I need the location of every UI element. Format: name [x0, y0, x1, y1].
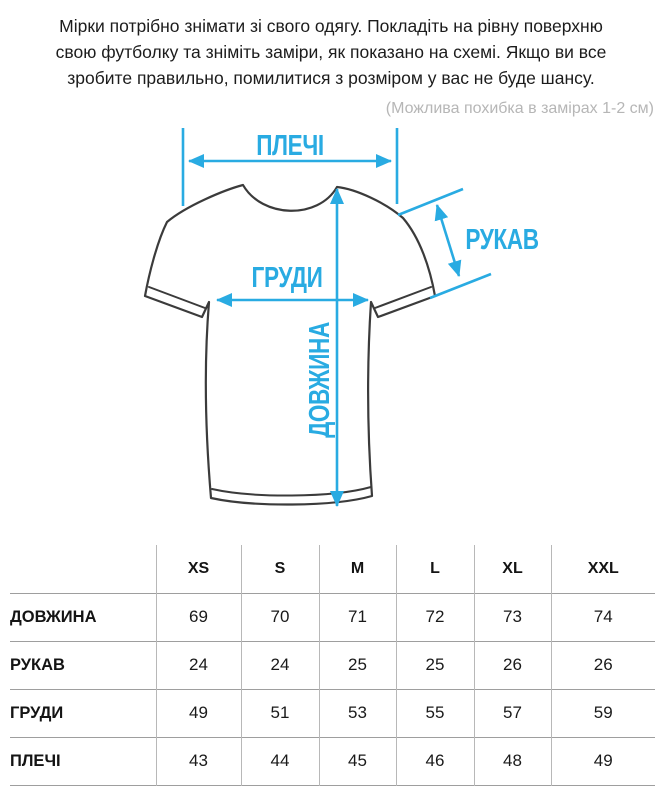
table-row: [10, 593, 655, 641]
size-value-cell: 59: [593, 703, 613, 722]
size-value-cell: 51: [241, 689, 319, 737]
size-value-cell: 73: [474, 593, 551, 641]
size-value-cell: 49: [156, 689, 241, 737]
table-row: [10, 737, 655, 785]
size-value-cell: 49: [593, 751, 613, 770]
size-value-cell: 43: [156, 737, 241, 785]
size-value-cell: 45: [319, 737, 396, 785]
size-value-cell: 44: [241, 737, 319, 785]
size-value-cell: 24: [241, 641, 319, 689]
measurement-row-label: РУКАВ: [10, 641, 156, 689]
intro-paragraph: [0, 0, 662, 91]
size-column-header: XS: [156, 545, 241, 593]
size-column-header: XL: [474, 545, 551, 593]
size-column-header: XXL: [587, 559, 619, 577]
intro-line: свою футболку та зніміть заміри, як показано на схемі. Якщо ви все: [55, 42, 607, 62]
size-column-header: L: [396, 545, 474, 593]
tolerance-note: (Можлива похибка в замірах 1-2 см): [385, 100, 654, 117]
size-table-body: [10, 593, 655, 785]
size-value-cell: 70: [241, 593, 319, 641]
size-value-cell: 71: [319, 593, 396, 641]
size-value-cell: 53: [319, 689, 396, 737]
measurement-row-label: ПЛЕЧІ: [10, 737, 156, 785]
size-table-header-row: [10, 545, 655, 593]
shoulders-label: ПЛЕЧІ: [256, 128, 324, 162]
size-value-cell: 25: [396, 641, 474, 689]
intro-line: зробите правильно, помилитися з розміром у вас не буде шансу.: [67, 68, 595, 88]
size-value-cell: 26: [474, 641, 551, 689]
size-value-cell: 72: [396, 593, 474, 641]
size-column-header: M: [319, 545, 396, 593]
tshirt-outline: [145, 185, 435, 505]
size-value-cell: 69: [156, 593, 241, 641]
size-column-header: S: [241, 545, 319, 593]
length-label: ДОВЖИНА: [302, 322, 336, 438]
size-value-cell: 55: [396, 689, 474, 737]
measurement-row-label: ДОВЖИНА: [10, 593, 156, 641]
size-value-cell: 26: [593, 655, 613, 674]
size-value-cell: 46: [396, 737, 474, 785]
size-value-cell: 25: [319, 641, 396, 689]
sleeve-label: РУКАВ: [465, 222, 539, 256]
size-value-cell: 24: [156, 641, 241, 689]
size-table: [10, 545, 655, 786]
table-row: [10, 689, 655, 737]
chest-label: ГРУДИ: [251, 260, 323, 294]
table-row: [10, 641, 655, 689]
size-value-cell: 74: [593, 607, 613, 626]
measurement-row-label: ГРУДИ: [10, 689, 156, 737]
size-value-cell: 57: [474, 689, 551, 737]
size-table-corner-cell: [10, 545, 156, 593]
intro-line: Мірки потрібно знімати зі свого одягу. Покладіть на рівну поверхню: [59, 16, 603, 36]
tshirt-measurement-diagram: [0, 118, 662, 543]
size-value-cell: 48: [474, 737, 551, 785]
